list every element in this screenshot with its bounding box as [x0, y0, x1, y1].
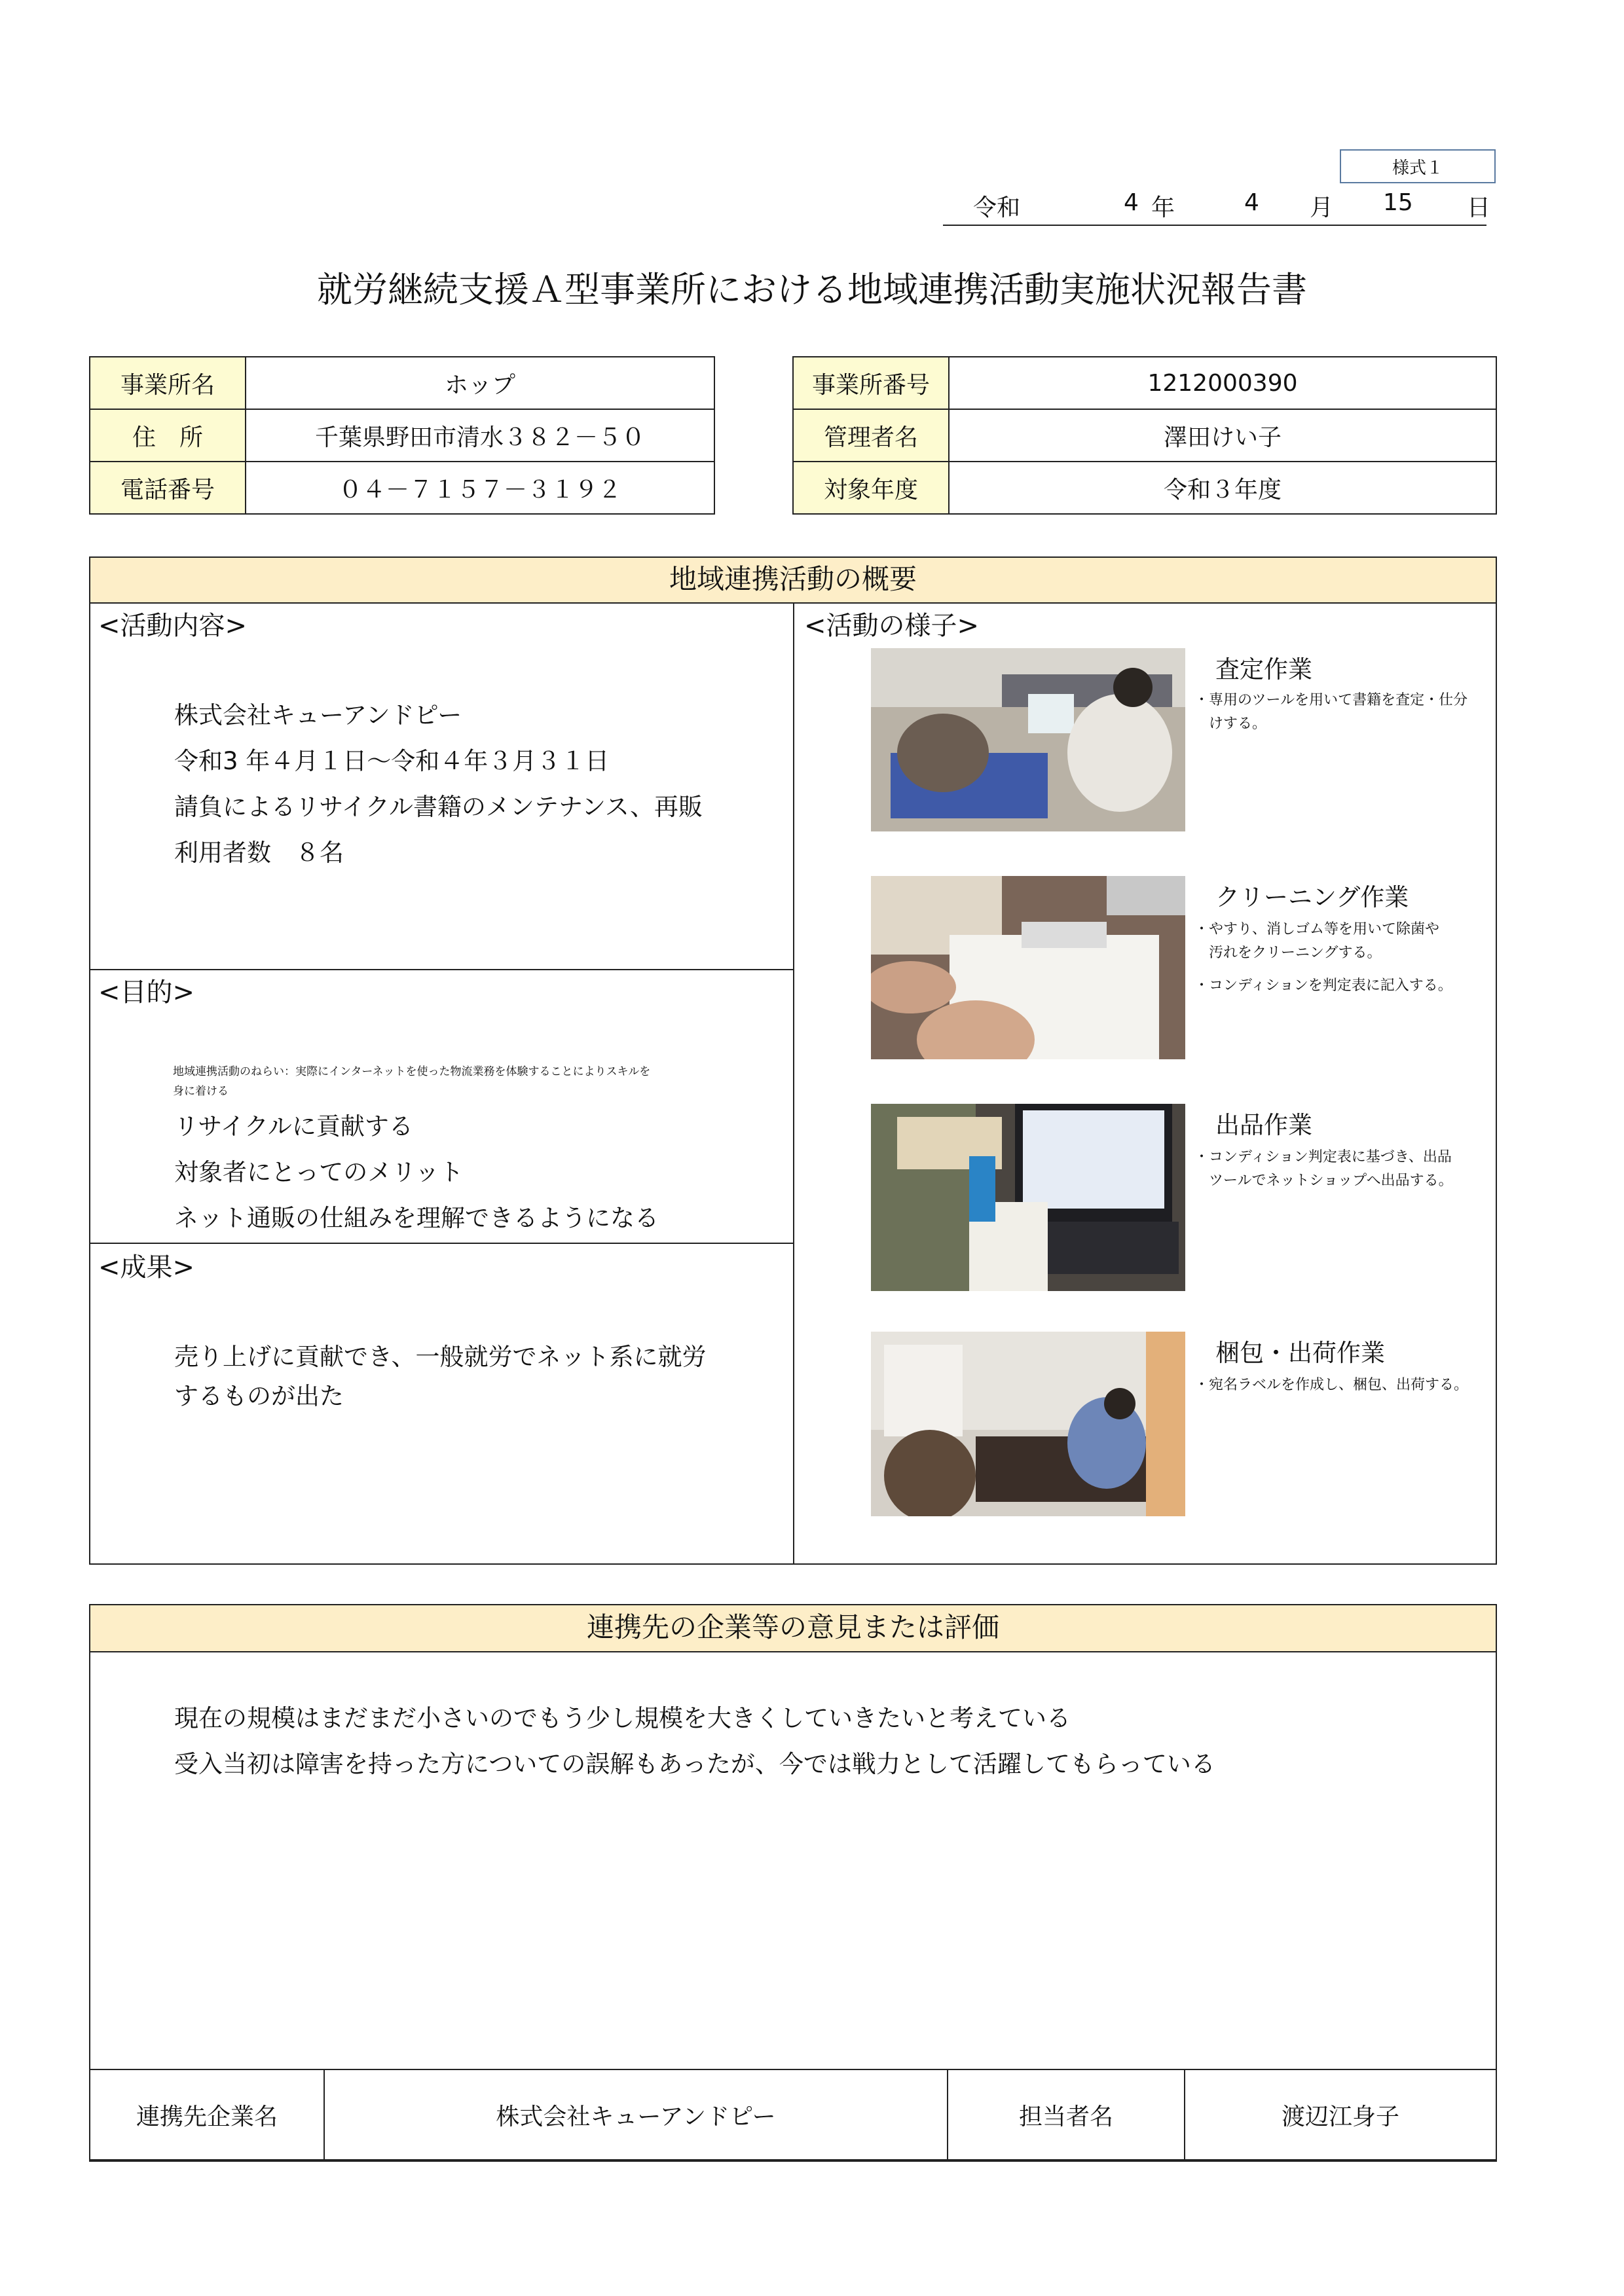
purpose-note: 身に着ける [173, 1085, 229, 1098]
office-info-table [89, 356, 715, 515]
packing-photo [871, 1332, 1185, 1516]
phone: ０４－７１５７－３１９２ [246, 462, 714, 514]
phone-label: 電話番号 [90, 462, 246, 514]
activity-title: 出品作業 [1215, 1111, 1312, 1139]
evaluation-header: 連携先の企業等の意見または評価 [90, 1605, 1496, 1652]
purpose-line: 対象者にとってのメリット [174, 1158, 464, 1186]
content-line: 請負によるリサイクル書籍のメンテナンス、再販 [174, 793, 703, 821]
date-era: 令和 [973, 194, 1021, 221]
cleaning-photo [871, 876, 1185, 1059]
partner-company: 株式会社キューアンドピー [324, 2069, 948, 2160]
activity-desc: ・コンディションを判定表に記入する。 [1194, 977, 1452, 994]
address: 千葉県野田市清水３８２－５０ [246, 409, 714, 462]
evaluation-line: 現在の規模はまだまだ小さいのでもう少し規模を大きくしていきたいと考えている [174, 1704, 1071, 1732]
row-divider [90, 1243, 794, 1244]
fiscal-year-label: 対象年度 [793, 462, 949, 514]
office-number-label: 事業所番号 [793, 357, 949, 409]
purpose-line: ネット通販の仕組みを理解できるようになる [174, 1204, 659, 1232]
partner-company-label: 連携先企業名 [90, 2069, 324, 2160]
activity-title: 査定作業 [1215, 655, 1312, 683]
office-name-label: 事業所名 [90, 357, 246, 409]
contact-person: 渡辺江身子 [1185, 2069, 1496, 2160]
fiscal-year: 令和３年度 [949, 462, 1496, 514]
row-divider [90, 969, 794, 970]
column-divider [793, 602, 794, 1565]
activity-content-label: <活動内容> [98, 611, 248, 641]
purpose-note: 地域連携活動のねらい：実際にインターネットを使った物流業務を体験することによりスキルを [173, 1065, 651, 1078]
activity-desc: 汚れをクリーニングする。 [1194, 945, 1382, 961]
activity-photos-label: <活動の様子> [804, 611, 980, 641]
date-year: 4 [1124, 189, 1139, 216]
activity-desc: ・やすり、消しゴム等を用いて除菌や [1194, 921, 1440, 938]
activity-title: クリーニング作業 [1215, 883, 1409, 911]
activity-desc: ツールでネットショップへ出品する。 [1194, 1173, 1453, 1189]
office-number: 1212000390 [949, 357, 1496, 409]
office-name: ホップ [246, 357, 714, 409]
partner-table [89, 2069, 1497, 2160]
manager: 澤田けい子 [949, 409, 1496, 462]
activity-desc: ・宛名ラベルを作成し、梱包、出荷する。 [1194, 1377, 1469, 1393]
office-detail-table [792, 356, 1497, 515]
result-label: <成果> [98, 1252, 195, 1283]
result-line: 売り上げに貢献でき、一般就労でネット系に就労 [174, 1343, 707, 1371]
overview-header: 地域連携活動の概要 [90, 558, 1496, 604]
address-label: 住 所 [90, 409, 246, 462]
content-line: 利用者数 ８名 [174, 839, 344, 867]
assessment-photo [871, 648, 1185, 831]
form-number-label: 様式１ [1340, 149, 1496, 183]
date-year-unit: 年 [1151, 194, 1175, 221]
overview-section [89, 556, 1497, 1565]
evaluation-line: 受入当初は障害を持った方についての誤解もあったが、今では戦力として活躍してもらっている [174, 1750, 1215, 1778]
report-date [943, 185, 1491, 226]
date-day: 15 [1383, 189, 1413, 216]
activity-desc: ・コンディション判定表に基づき、出品 [1194, 1149, 1452, 1165]
activity-desc: ・専用のツールを用いて書籍を査定・仕分 [1194, 692, 1468, 708]
date-month: 4 [1244, 189, 1259, 216]
date-month-unit: 月 [1310, 194, 1334, 221]
content-line: 令和3 年４月１日～令和４年３月３１日 [174, 747, 610, 775]
listing-photo [871, 1104, 1185, 1291]
purpose-label: <目的> [98, 977, 195, 1008]
activity-desc: けする。 [1194, 716, 1267, 732]
page-title: 就労継続支援Ａ型事業所における地域連携活動実施状況報告書 [317, 269, 1307, 310]
date-day-unit: 日 [1467, 194, 1491, 221]
activity-title: 梱包・出荷作業 [1215, 1339, 1385, 1367]
purpose-line: リサイクルに貢献する [174, 1112, 413, 1140]
manager-label: 管理者名 [793, 409, 949, 462]
result-line: するものが出た [174, 1382, 344, 1410]
content-line: 株式会社キューアンドピー [174, 701, 462, 729]
contact-person-label: 担当者名 [948, 2069, 1185, 2160]
